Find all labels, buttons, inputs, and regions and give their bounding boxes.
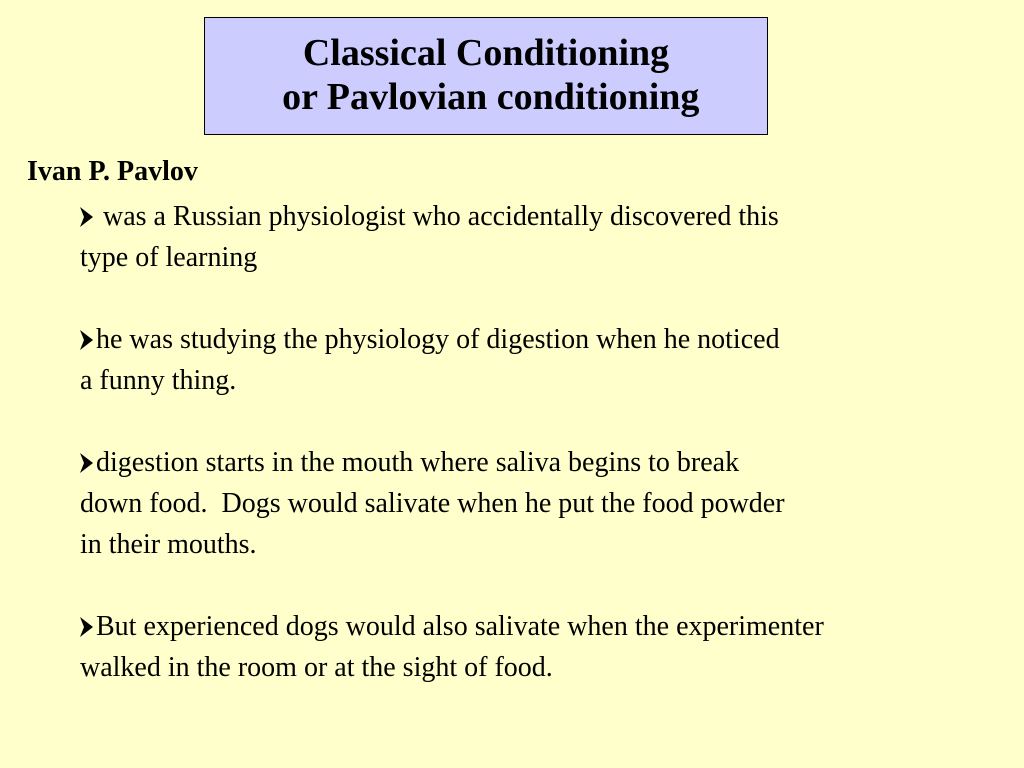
bullet-list <box>80 196 1010 688</box>
bullet-item <box>80 442 1010 565</box>
bullet-line <box>80 319 1010 360</box>
arrow-bullet-icon <box>80 330 93 350</box>
bullet-line <box>80 606 1010 647</box>
title-box <box>204 17 768 135</box>
arrow-bullet-icon <box>80 617 93 637</box>
bullet-line: walked in the room or at the sight of food. <box>80 652 553 683</box>
title-line-2: or Pavlovian conditioning <box>272 76 700 118</box>
bullet-line <box>80 442 1010 483</box>
bullet-text: digestion starts in the mouth where saliva begins to break <box>96 447 740 478</box>
bullet-line <box>80 196 1010 237</box>
arrow-bullet-icon <box>80 207 93 227</box>
bullet-line: down food. Dogs would salivate when he put the food powder <box>80 488 785 519</box>
bullet-text: he was studying the physiology of digestion when he noticed <box>96 324 780 355</box>
bullet-item <box>80 196 1010 278</box>
arrow-bullet-icon <box>80 453 93 473</box>
bullet-text: was a Russian physiologist who accidentally discovered this <box>96 201 779 232</box>
bullet-line: type of learning <box>80 242 258 273</box>
bullet-text: But experienced dogs would also salivate when the experimenter <box>96 611 824 642</box>
title-line-1: Classical Conditioning <box>302 32 670 74</box>
bullet-item <box>80 319 1010 401</box>
bullet-item <box>80 606 1010 688</box>
bullet-line: a funny thing. <box>80 365 237 396</box>
subheading: Ivan P. Pavlov <box>27 156 198 187</box>
bullet-line: in their mouths. <box>80 529 257 560</box>
